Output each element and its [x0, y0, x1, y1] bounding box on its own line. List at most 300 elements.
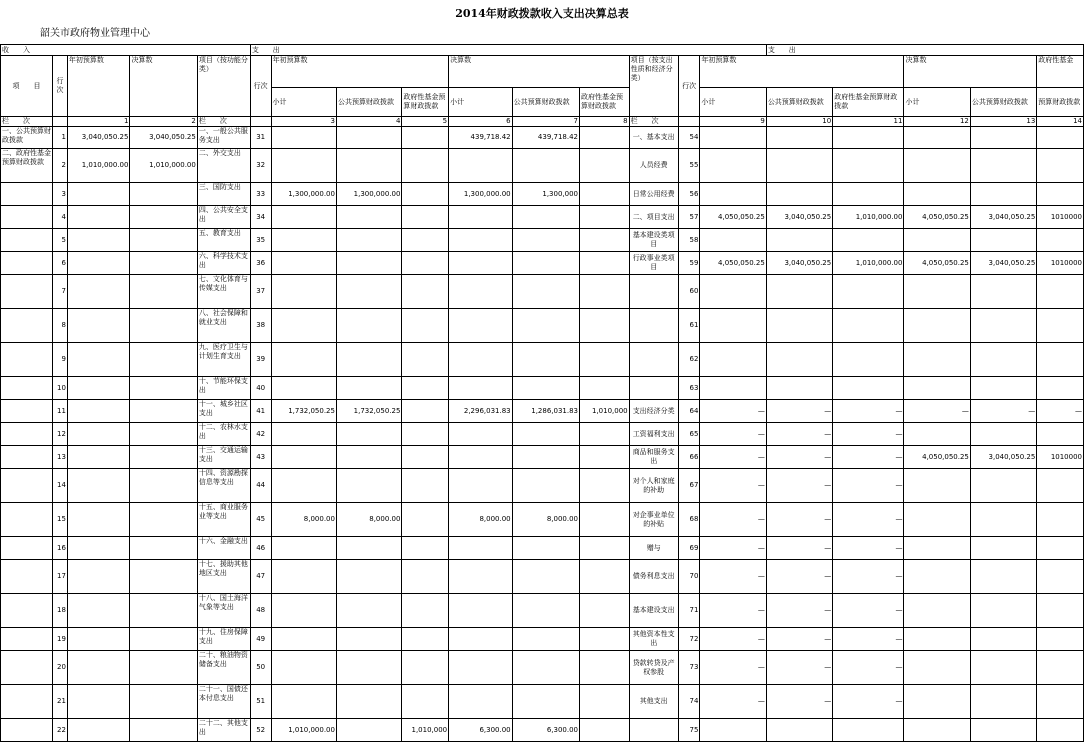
income-item [1, 229, 53, 252]
value-c8 [580, 423, 630, 446]
value-c11: — [833, 469, 904, 503]
value-c13: 3,040,050.25 [970, 252, 1036, 275]
value-c13 [970, 149, 1036, 183]
value-c4 [336, 719, 401, 742]
value-c8 [580, 206, 630, 229]
value-c6 [449, 309, 513, 343]
value-c7 [512, 206, 579, 229]
value-c4 [336, 206, 401, 229]
value-c13 [970, 628, 1036, 651]
income-final [130, 400, 197, 423]
income-budget: 1,010,000.00 [67, 149, 130, 183]
value-c7: 8,000.00 [512, 503, 579, 537]
table-row [1, 400, 1084, 423]
value-c4: 1,300,000.00 [336, 183, 401, 206]
income-budget [67, 309, 130, 343]
value-c7 [512, 685, 579, 719]
value-c8 [580, 149, 630, 183]
value-c3 [271, 651, 336, 685]
value-c5 [402, 400, 449, 423]
value-c3 [271, 469, 336, 503]
col-num-14: 14 [1037, 117, 1084, 127]
func-row-no: 37 [250, 275, 271, 309]
value-c7: 6,300.00 [512, 719, 579, 742]
value-c8 [580, 503, 630, 537]
income-final: 1,010,000.00 [130, 149, 197, 183]
value-c5 [402, 628, 449, 651]
table-row [1, 537, 1084, 560]
value-c12 [904, 229, 970, 252]
income-final [130, 469, 197, 503]
econ-item [629, 719, 678, 742]
income-row-no: 11 [53, 400, 68, 423]
value-c6: 439,718.42 [449, 127, 513, 149]
income-row-no: 13 [53, 446, 68, 469]
income-budget [67, 446, 130, 469]
income-final [130, 651, 197, 685]
value-c10: — [766, 537, 832, 560]
value-c5 [402, 343, 449, 377]
value-c9: — [700, 537, 766, 560]
value-c7 [512, 252, 579, 275]
value-c5 [402, 469, 449, 503]
unit-name: 韶关市政府物业管理中心 [40, 28, 150, 39]
func-item: 二十一、国债还本付息支出 [197, 685, 250, 719]
func-item: 十五、商业服务业等支出 [197, 503, 250, 537]
income-row-no: 15 [53, 503, 68, 537]
value-c14 [1037, 309, 1084, 343]
func-row-no: 45 [250, 503, 271, 537]
value-c12 [904, 469, 970, 503]
header-gov-fund-trunc: 政府性基金 [1037, 56, 1084, 88]
income-item [1, 423, 53, 446]
income-row-no: 5 [53, 229, 68, 252]
econ-item: 日常公用经费 [629, 183, 678, 206]
value-c8 [580, 229, 630, 252]
table-row [1, 275, 1084, 309]
header-func-final: 决算数 [449, 56, 630, 88]
econ-row-no: 58 [678, 229, 700, 252]
value-c12 [904, 628, 970, 651]
econ-row-no: 60 [678, 275, 700, 309]
value-c13: — [970, 400, 1036, 423]
header-econ-subtotal: 小计 [700, 88, 766, 117]
econ-item: 对个人和家庭的补助 [629, 469, 678, 503]
econ-row-no: 59 [678, 252, 700, 275]
table-row [1, 377, 1084, 400]
header-item-func: 项目（按功能分类） [197, 56, 250, 117]
col-num-12: 12 [904, 117, 970, 127]
func-row-no: 47 [250, 560, 271, 594]
income-item [1, 503, 53, 537]
value-c4 [336, 149, 401, 183]
value-c13 [970, 469, 1036, 503]
value-c4 [336, 628, 401, 651]
value-c13 [970, 183, 1036, 206]
header-item-econ: 项目（按支出性质和经济分类） [629, 56, 678, 117]
func-row-no: 43 [250, 446, 271, 469]
value-c11 [833, 275, 904, 309]
income-row-no: 20 [53, 651, 68, 685]
value-c6 [449, 252, 513, 275]
value-c5 [402, 685, 449, 719]
value-c3: 1,010,000.00 [271, 719, 336, 742]
value-c7 [512, 469, 579, 503]
econ-item: 工资福利支出 [629, 423, 678, 446]
value-c3: 8,000.00 [271, 503, 336, 537]
value-c8: 1,010,000 [580, 400, 630, 423]
econ-item: 基本建设类项目 [629, 229, 678, 252]
col-num-8: 8 [580, 117, 630, 127]
func-row-no: 39 [250, 343, 271, 377]
value-c13 [970, 537, 1036, 560]
income-item [1, 252, 53, 275]
value-c14 [1037, 594, 1084, 628]
table-row [1, 446, 1084, 469]
func-row-no: 51 [250, 685, 271, 719]
value-c5 [402, 446, 449, 469]
value-c11: — [833, 423, 904, 446]
econ-row-no: 61 [678, 309, 700, 343]
income-final [130, 685, 197, 719]
value-c13 [970, 594, 1036, 628]
header-econ-budget-fin: 预算财政拨款 [1037, 88, 1084, 117]
value-c14 [1037, 469, 1084, 503]
value-c7 [512, 560, 579, 594]
value-c12: — [904, 400, 970, 423]
value-c8 [580, 628, 630, 651]
value-c9 [700, 183, 766, 206]
value-c14 [1037, 423, 1084, 446]
value-c12 [904, 651, 970, 685]
income-budget [67, 719, 130, 742]
income-row-no: 6 [53, 252, 68, 275]
income-item [1, 651, 53, 685]
income-row-no: 9 [53, 343, 68, 377]
col-num-13: 13 [970, 117, 1036, 127]
value-c9 [700, 309, 766, 343]
value-c10: — [766, 651, 832, 685]
value-c5 [402, 275, 449, 309]
value-c7 [512, 651, 579, 685]
income-item [1, 275, 53, 309]
table-row [1, 127, 1084, 149]
econ-row-no: 70 [678, 560, 700, 594]
value-c5 [402, 229, 449, 252]
func-item: 十、节能环保支出 [197, 377, 250, 400]
value-c4 [336, 446, 401, 469]
value-c11 [833, 343, 904, 377]
col-num-5: 5 [402, 117, 449, 127]
value-c14 [1037, 149, 1084, 183]
value-c5 [402, 377, 449, 400]
income-final [130, 719, 197, 742]
income-item: 一、公共预算财政拨款 [1, 127, 53, 149]
value-c11: — [833, 651, 904, 685]
econ-item: 商品和服务支出 [629, 446, 678, 469]
value-c10: — [766, 503, 832, 537]
value-c3: 1,732,050.25 [271, 400, 336, 423]
value-c14 [1037, 503, 1084, 537]
econ-row-no: 54 [678, 127, 700, 149]
col-num-6: 6 [449, 117, 513, 127]
income-item [1, 537, 53, 560]
value-c7 [512, 343, 579, 377]
value-c10: — [766, 685, 832, 719]
value-c12 [904, 149, 970, 183]
value-c3 [271, 685, 336, 719]
func-item: 九、医疗卫生与计划生育支出 [197, 343, 250, 377]
value-c3 [271, 446, 336, 469]
income-final [130, 628, 197, 651]
value-c10 [766, 719, 832, 742]
header-final: 决算数 [130, 56, 197, 117]
table-row [1, 628, 1084, 651]
col-num-11: 11 [833, 117, 904, 127]
value-c5 [402, 127, 449, 149]
value-c12 [904, 537, 970, 560]
value-c14 [1037, 275, 1084, 309]
value-c5 [402, 537, 449, 560]
value-c6 [449, 651, 513, 685]
value-c10: — [766, 628, 832, 651]
income-item [1, 309, 53, 343]
income-row-no: 2 [53, 149, 68, 183]
value-c3 [271, 252, 336, 275]
value-c12 [904, 309, 970, 343]
value-c9: — [700, 594, 766, 628]
col-num-7: 7 [512, 117, 579, 127]
value-c4: 1,732,050.25 [336, 400, 401, 423]
value-c7 [512, 275, 579, 309]
value-c9: — [700, 400, 766, 423]
income-budget [67, 275, 130, 309]
value-c14 [1037, 537, 1084, 560]
value-c14 [1037, 560, 1084, 594]
value-c8 [580, 685, 630, 719]
value-c7 [512, 537, 579, 560]
income-row-no: 21 [53, 685, 68, 719]
value-c8 [580, 560, 630, 594]
income-item [1, 343, 53, 377]
econ-row-no: 75 [678, 719, 700, 742]
value-c10: — [766, 469, 832, 503]
func-row-no: 31 [250, 127, 271, 149]
econ-row-no: 64 [678, 400, 700, 423]
table-row [1, 183, 1084, 206]
value-c10: — [766, 446, 832, 469]
value-c7: 439,718.42 [512, 127, 579, 149]
income-row-no: 12 [53, 423, 68, 446]
value-c12: 4,050,050.25 [904, 446, 970, 469]
value-c5 [402, 206, 449, 229]
value-c11: — [833, 685, 904, 719]
econ-row-no: 73 [678, 651, 700, 685]
value-c6 [449, 377, 513, 400]
func-row-no: 49 [250, 628, 271, 651]
table-row [1, 229, 1084, 252]
econ-item: 支出经济分类 [629, 400, 678, 423]
lanci-econ: 栏 次 [629, 117, 678, 127]
value-c11: — [833, 628, 904, 651]
income-budget [67, 377, 130, 400]
col-num-10: 10 [766, 117, 832, 127]
value-c12 [904, 183, 970, 206]
func-row-no: 33 [250, 183, 271, 206]
func-item: 二十、粮油物资储备支出 [197, 651, 250, 685]
value-c12 [904, 685, 970, 719]
value-c4 [336, 252, 401, 275]
func-item: 三、国防支出 [197, 183, 250, 206]
header-func-initial: 年初预算数 [271, 56, 449, 88]
income-row-no: 4 [53, 206, 68, 229]
value-c6 [449, 537, 513, 560]
value-c6 [449, 446, 513, 469]
income-budget: 3,040,050.25 [67, 127, 130, 149]
value-c14: 1010000 [1037, 206, 1084, 229]
value-c9 [700, 275, 766, 309]
value-c5 [402, 183, 449, 206]
value-c13 [970, 127, 1036, 149]
value-c4 [336, 685, 401, 719]
econ-row-no: 72 [678, 628, 700, 651]
value-c6 [449, 206, 513, 229]
income-row-no: 22 [53, 719, 68, 742]
header-econ-row-no: 行次 [678, 56, 700, 117]
econ-item [629, 343, 678, 377]
value-c11 [833, 309, 904, 343]
value-c10: — [766, 400, 832, 423]
income-item [1, 628, 53, 651]
header-func-public: 公共预算财政拨款 [336, 88, 401, 117]
value-c3: 1,300,000.00 [271, 183, 336, 206]
value-c10 [766, 183, 832, 206]
income-budget [67, 423, 130, 446]
income-budget [67, 685, 130, 719]
value-c6 [449, 423, 513, 446]
header-expense-econ: 支 出 [766, 45, 1083, 56]
value-c5 [402, 423, 449, 446]
func-row-no: 50 [250, 651, 271, 685]
func-row-no: 38 [250, 309, 271, 343]
value-c11 [833, 183, 904, 206]
value-c13 [970, 685, 1036, 719]
value-c13 [970, 229, 1036, 252]
econ-row-no: 71 [678, 594, 700, 628]
value-c4 [336, 423, 401, 446]
value-c8 [580, 446, 630, 469]
value-c6 [449, 229, 513, 252]
func-item: 二、外交支出 [197, 149, 250, 183]
value-c6 [449, 275, 513, 309]
value-c6 [449, 560, 513, 594]
value-c14: 1010000 [1037, 252, 1084, 275]
value-c14 [1037, 651, 1084, 685]
value-c9 [700, 229, 766, 252]
value-c4: 8,000.00 [336, 503, 401, 537]
value-c6: 2,296,031.83 [449, 400, 513, 423]
econ-row-no: 68 [678, 503, 700, 537]
value-c5 [402, 503, 449, 537]
income-row-no: 3 [53, 183, 68, 206]
income-item [1, 685, 53, 719]
header-econ-final-public: 公共预算财政拨款 [970, 88, 1036, 117]
econ-item: 行政事业类项目 [629, 252, 678, 275]
value-c3 [271, 377, 336, 400]
value-c9: 4,050,050.25 [700, 206, 766, 229]
col-num-9: 9 [700, 117, 766, 127]
value-c14 [1037, 343, 1084, 377]
income-final [130, 594, 197, 628]
table-row [1, 503, 1084, 537]
value-c13 [970, 719, 1036, 742]
func-row-no: 44 [250, 469, 271, 503]
value-c12: 4,050,050.25 [904, 252, 970, 275]
header-econ-final-subtotal: 小计 [904, 88, 970, 117]
value-c7 [512, 423, 579, 446]
table-row [1, 343, 1084, 377]
value-c14 [1037, 685, 1084, 719]
col-num-1: 1 [67, 117, 130, 127]
econ-row-no: 69 [678, 537, 700, 560]
value-c7 [512, 309, 579, 343]
value-c8 [580, 183, 630, 206]
value-c6 [449, 149, 513, 183]
value-c6 [449, 594, 513, 628]
value-c8 [580, 377, 630, 400]
value-c12 [904, 127, 970, 149]
value-c3 [271, 309, 336, 343]
value-c6 [449, 685, 513, 719]
func-row-no: 36 [250, 252, 271, 275]
value-c14 [1037, 229, 1084, 252]
value-c12 [904, 503, 970, 537]
header-func-final-gov-fund: 政府性基金预算财政拨款 [580, 88, 630, 117]
income-final: 3,040,050.25 [130, 127, 197, 149]
income-budget [67, 206, 130, 229]
value-c8 [580, 275, 630, 309]
income-row-no: 16 [53, 537, 68, 560]
econ-item: 赠与 [629, 537, 678, 560]
table-row [1, 594, 1084, 628]
func-item: 十七、援助其他地区支出 [197, 560, 250, 594]
value-c11: — [833, 594, 904, 628]
income-item [1, 206, 53, 229]
value-c11 [833, 149, 904, 183]
value-c3 [271, 537, 336, 560]
table-row [1, 685, 1084, 719]
value-c12 [904, 423, 970, 446]
value-c9 [700, 343, 766, 377]
value-c13 [970, 423, 1036, 446]
value-c8 [580, 252, 630, 275]
econ-item: 对企事业单位的补贴 [629, 503, 678, 537]
func-item: 一、一般公共服务支出 [197, 127, 250, 149]
income-final [130, 446, 197, 469]
table-row [1, 719, 1084, 742]
value-c10: — [766, 560, 832, 594]
table-row [1, 206, 1084, 229]
income-final [130, 252, 197, 275]
value-c10 [766, 309, 832, 343]
value-c9 [700, 377, 766, 400]
value-c4 [336, 469, 401, 503]
value-c11 [833, 127, 904, 149]
value-c7 [512, 446, 579, 469]
func-row-no: 34 [250, 206, 271, 229]
income-budget [67, 252, 130, 275]
value-c6: 8,000.00 [449, 503, 513, 537]
